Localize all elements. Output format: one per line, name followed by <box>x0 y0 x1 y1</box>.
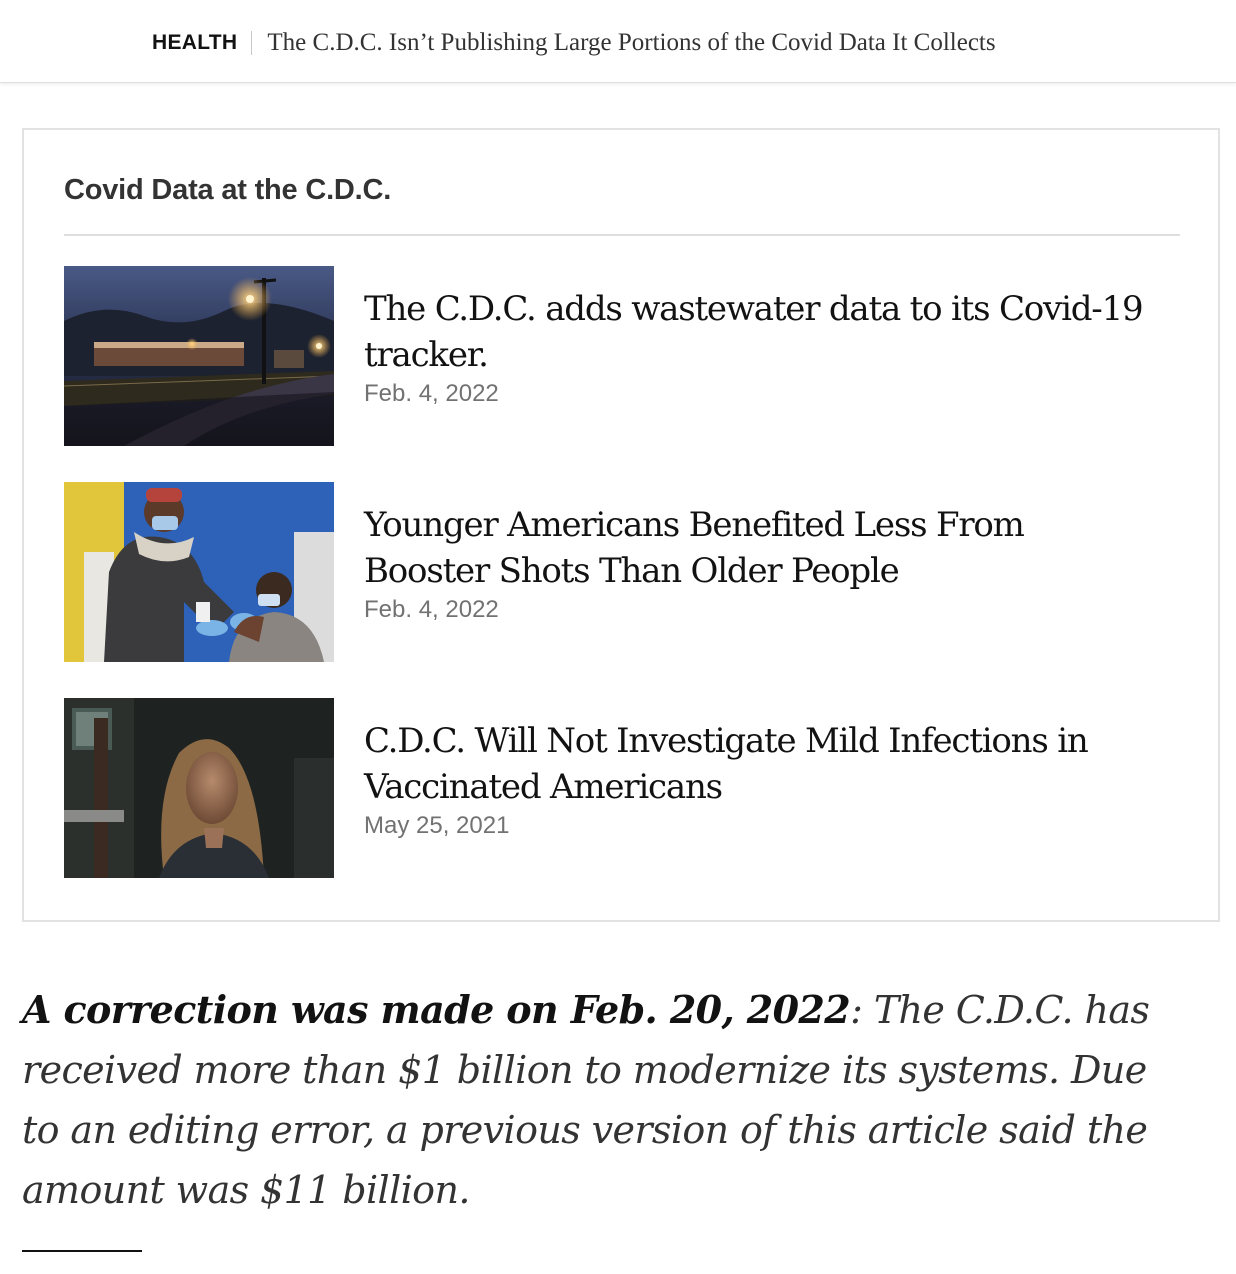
header-divider <box>251 31 252 55</box>
story-1-date: Feb. 4, 2022 <box>364 380 499 407</box>
story-1-text <box>364 286 1144 408</box>
related-box-divider <box>64 234 1180 236</box>
story-1-headline[interactable]: The C.D.C. adds wastewater data to its Covid-19 tracker. <box>364 289 1143 375</box>
section-link-health[interactable]: HEALTH <box>152 31 238 54</box>
story-3-text <box>364 718 1144 840</box>
related-story-3[interactable] <box>64 698 1180 878</box>
story-2-headline[interactable]: Younger Americans Benefited Less From Booster Shots Than Older People <box>364 505 1024 591</box>
header-inner <box>152 26 996 60</box>
related-coverage-box <box>22 128 1220 922</box>
header-article-title: The C.D.C. Isn’t Publishing Large Portions of the Covid Data It Collects <box>267 29 996 56</box>
vaccination-photo[interactable] <box>64 482 334 662</box>
related-box-title: Covid Data at the C.D.C. <box>64 174 392 206</box>
related-story-2[interactable] <box>64 482 1180 662</box>
story-2-text <box>364 502 1144 624</box>
story-3-date: May 25, 2021 <box>364 812 510 839</box>
correction-separator: : <box>850 988 874 1032</box>
correction-lead: A correction was made on Feb. 20, 2022 <box>22 987 851 1032</box>
article-end-rule <box>22 1250 142 1252</box>
wastewater-plant-photo[interactable] <box>64 266 334 446</box>
related-story-1[interactable] <box>64 266 1180 446</box>
sticky-header <box>0 0 1236 83</box>
story-2-date: Feb. 4, 2022 <box>364 596 499 623</box>
correction-note <box>22 980 1192 1220</box>
story-3-headline[interactable]: C.D.C. Will Not Investigate Mild Infections in Vaccinated Americans <box>364 721 1088 807</box>
woman-portrait-photo[interactable] <box>64 698 334 878</box>
correction-body: The C.D.C. has received more than $1 billion to modernize its systems. Due to an editing error, a previous version of this article said the amount was $11 billion. <box>22 988 1150 1212</box>
